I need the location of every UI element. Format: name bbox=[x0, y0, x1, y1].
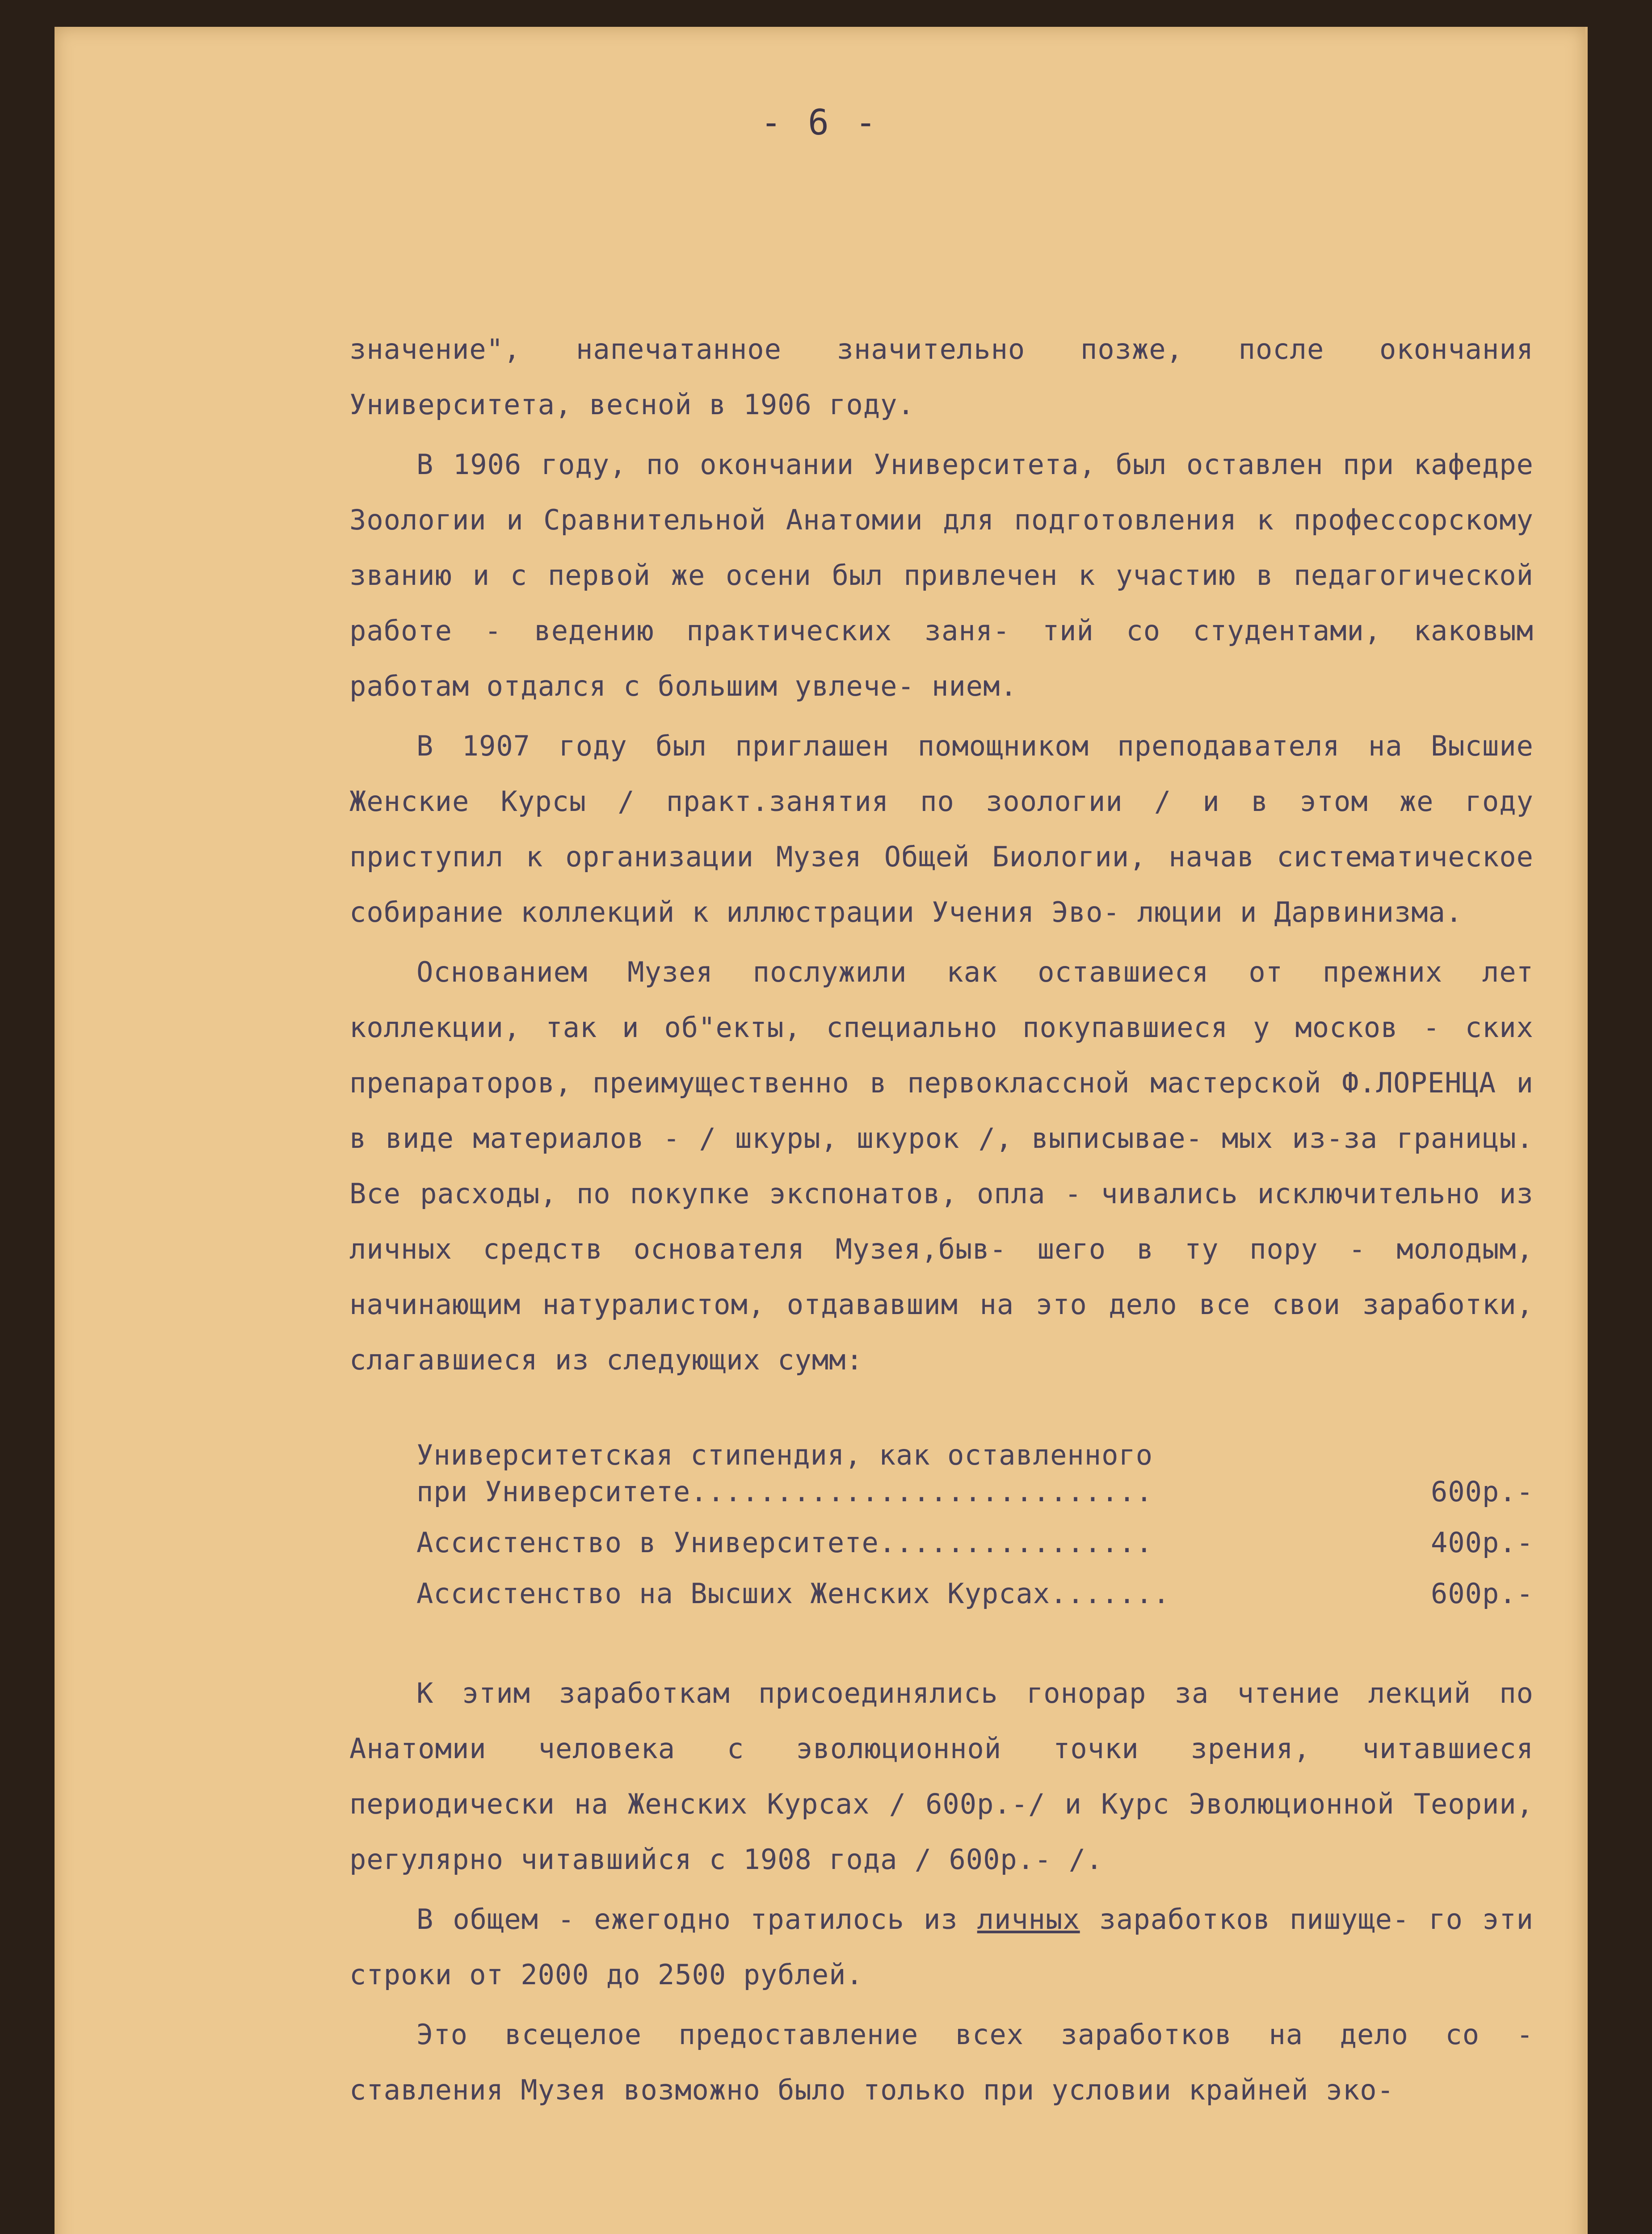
ledger-label: Ассистенство на Высших Женских Курсах....... bbox=[416, 1577, 1170, 1610]
ledger-amount: 600р.- bbox=[1431, 1475, 1534, 1508]
document-body bbox=[349, 322, 1534, 2122]
ledger-row bbox=[416, 1437, 1534, 1510]
document-sheet bbox=[55, 27, 1588, 2234]
paragraph-6-end: заработков пишуще- го эти строки от 2000 до 2500 рублей. bbox=[349, 1903, 1534, 1991]
paragraph-2: В 1906 году, по окончании Университета, был оставлен при кафедре Зоологии и Сравнительной Анатомии для подготовления к профессорскому званию и с первой же осени был привлечен к участию в педагогической работе - ведению практических заня- тий со студентами, каковым работам отдался с большим увлече- нием. bbox=[349, 448, 1534, 702]
paragraph-3: В 1907 году был приглашен помощником преподавателя на Высшие Женские Курсы / практ.занятия по зоологии / и в этом же году приступил к организации Музея Общей Биологии, начав систематическое собирание коллекций к иллюстрации Учения Эво- люции и Дарвинизма. bbox=[349, 730, 1534, 928]
paragraph-6 bbox=[349, 1892, 1534, 2003]
page-number: - 6 - bbox=[761, 103, 879, 143]
paragraph-6-start: В общем - ежегодно тратилось из bbox=[416, 1903, 977, 1936]
ledger-amount: 600р.- bbox=[1431, 1577, 1534, 1610]
ledger-label: Ассистенство в Университете................ bbox=[416, 1526, 1153, 1559]
ledger-amount: 400р.- bbox=[1431, 1526, 1534, 1559]
paragraph-7: Это всецелое предоставление всех заработков на дело со - ставления Музея возможно было только при условии крайней эко- bbox=[349, 2018, 1534, 2106]
income-ledger bbox=[349, 1437, 1534, 1612]
paragraph-5: К этим заработкам присоединялись гонорар за чтение лекций по Анатомии человека с эволюционной точки зрения, читавшиеся периодически на Женских Курсах / 600р.-/ и Курс Эволюционной Теории, регулярно читавшийся с 1908 года / 600р.- /. bbox=[349, 1677, 1534, 1876]
ledger-row bbox=[416, 1524, 1534, 1561]
paragraph-1: значение", напечатанное значительно позже, после окончания Университета, весной в 1906 году. bbox=[349, 333, 1534, 421]
paragraph-4: Основанием Музея послужили как оставшиеся от прежних лет коллекции, так и об"екты, специально покупавшиеся у москов - ских препараторов, преимущественно в первоклассной мастерской Ф.ЛОРЕНЦА и в виде материалов - / шкуры, шкурок /, выписывае- мых из-за границы. Все расходы, по покупке экспонатов, опла - чивались исключительно из личных средств основателя Музея,быв- шего в ту пору - молодым, начинающим натуралистом, отдававшим на это дело все свои заработки, слагавшиеся из следующих сумм: bbox=[349, 956, 1534, 1376]
underlined-word: личных bbox=[977, 1903, 1080, 1936]
ledger-label: Университетская стипендия, как оставленного при Университете........................... bbox=[416, 1439, 1153, 1508]
ledger-row bbox=[416, 1575, 1534, 1612]
